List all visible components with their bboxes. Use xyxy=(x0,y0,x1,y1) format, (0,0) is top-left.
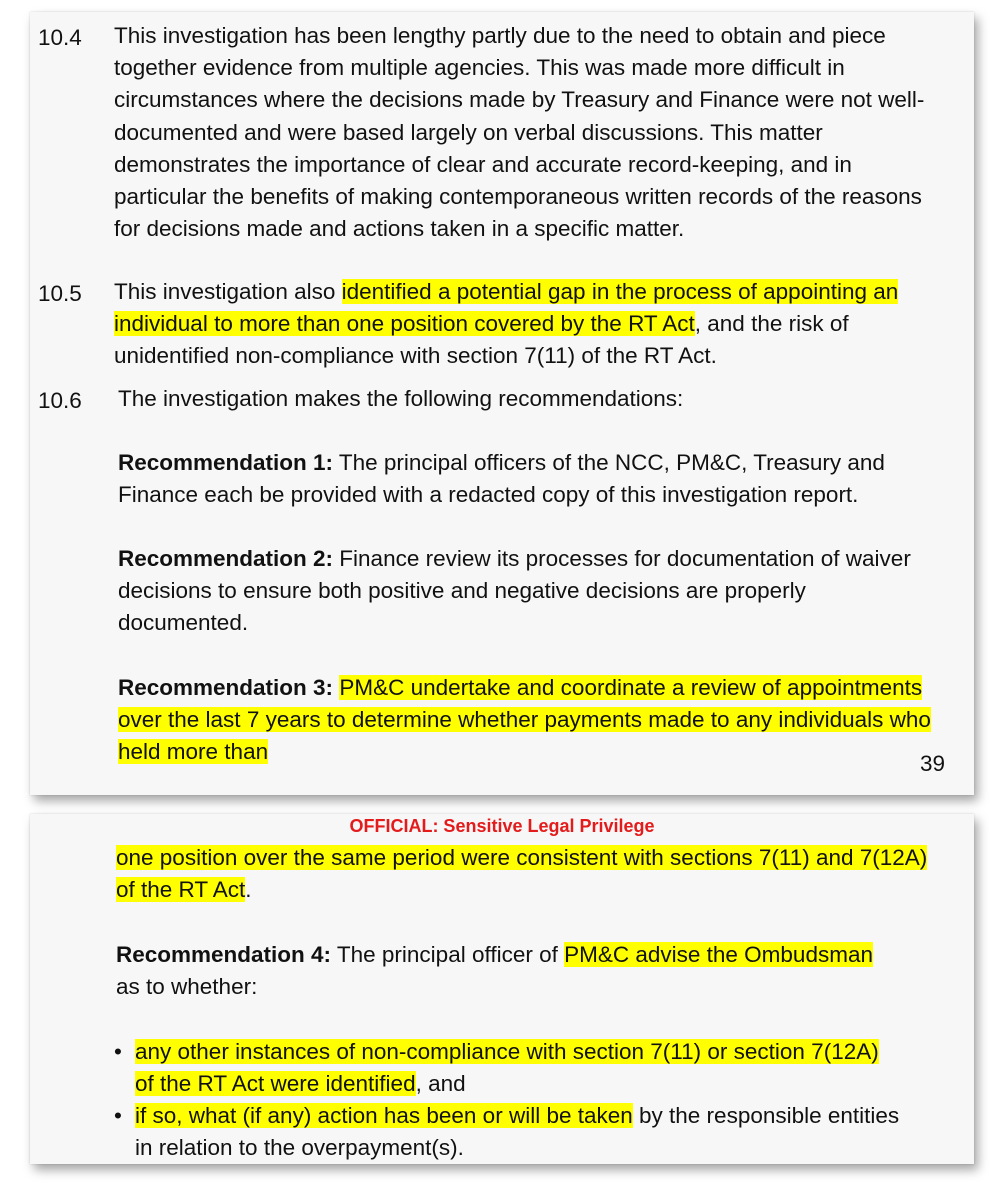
recommendation-3-continuation xyxy=(116,842,946,906)
classification-marking: OFFICIAL: Sensitive Legal Privilege xyxy=(349,816,655,836)
bullet-text: , and xyxy=(415,1071,466,1097)
recommendation-text: Finance review its processes for documentation of waiver decisions to ensure both positive and negative decisions are properly documented. xyxy=(118,546,911,636)
paragraph-text: . xyxy=(245,877,252,903)
recommendation-3 xyxy=(118,672,938,769)
bullet-text: by the responsible entities in relation to the overpayment(s). xyxy=(135,1103,900,1161)
paragraph-10-5 xyxy=(114,276,950,373)
recommendation-label: Recommendation 2: xyxy=(118,546,334,571)
highlighted-text: if so, what (if any) action has been or will be taken xyxy=(135,1103,633,1128)
paragraph-number: 10.6 xyxy=(38,388,82,413)
bullet-item xyxy=(135,1100,915,1164)
recommendation-label: Recommendation 1: xyxy=(118,450,334,475)
recommendation-text: as to whether: xyxy=(116,974,258,1000)
recommendation-4 xyxy=(116,939,956,1003)
highlighted-text: any other instances of non-compliance with section 7(11) or section 7(12A) of the RT Act were identified xyxy=(135,1039,879,1097)
paragraph-10-4: This investigation has been lengthy partly due to the need to obtain and piece together evidence from multiple agencies. This was made more difficult in circumstances where the decisions made by Treasury and Finance were not well-documented and were based largely on verbal discussions. This matter demonstrates the importance of clear and accurate record-keeping, and in particular the benefits of making contemporaneous written records of the reasons for decisions made and actions taken in a specific matter. xyxy=(114,23,925,242)
recommendation-text: The principal officer of xyxy=(331,942,565,967)
paragraph-number: 10.4 xyxy=(38,25,82,50)
highlighted-text: one position over the same period were consistent with sections 7(11) and 7(12A) of the RT Act xyxy=(116,845,928,903)
paragraph-number: 10.5 xyxy=(38,281,82,306)
paragraph-10-6: The investigation makes the following recommendations: xyxy=(118,386,684,411)
recommendation-label: Recommendation 4: xyxy=(116,942,332,967)
highlighted-text: PM&C advise the Ombudsman xyxy=(564,942,873,967)
highlighted-text: PM&C undertake and coordinate a review of appointments over the last 7 years to determine whether payments made to any individuals who held more than xyxy=(118,675,931,765)
document-page-40 xyxy=(30,814,974,1164)
bullet-icon: • xyxy=(114,1039,122,1064)
paragraph-text: This investigation also xyxy=(114,279,342,304)
highlighted-text: identified a potential gap in the process of appointing an individual to more than one position covered by the RT Act xyxy=(114,279,899,337)
document-page-39 xyxy=(30,12,974,795)
page-number: 39 xyxy=(920,751,946,776)
recommendation-2 xyxy=(118,543,918,640)
paragraph-text: , and the risk of unidentified non-compliance with section 7(11) of the RT Act. xyxy=(114,311,849,369)
recommendation-label: Recommendation 3: xyxy=(118,675,334,700)
bullet-icon: • xyxy=(114,1103,122,1128)
recommendation-1 xyxy=(118,447,948,511)
bullet-item xyxy=(135,1036,895,1100)
recommendation-text: The principal officers of the NCC, PM&C, Treasury and Finance each be provided with a redacted copy of this investigation report. xyxy=(118,450,885,508)
